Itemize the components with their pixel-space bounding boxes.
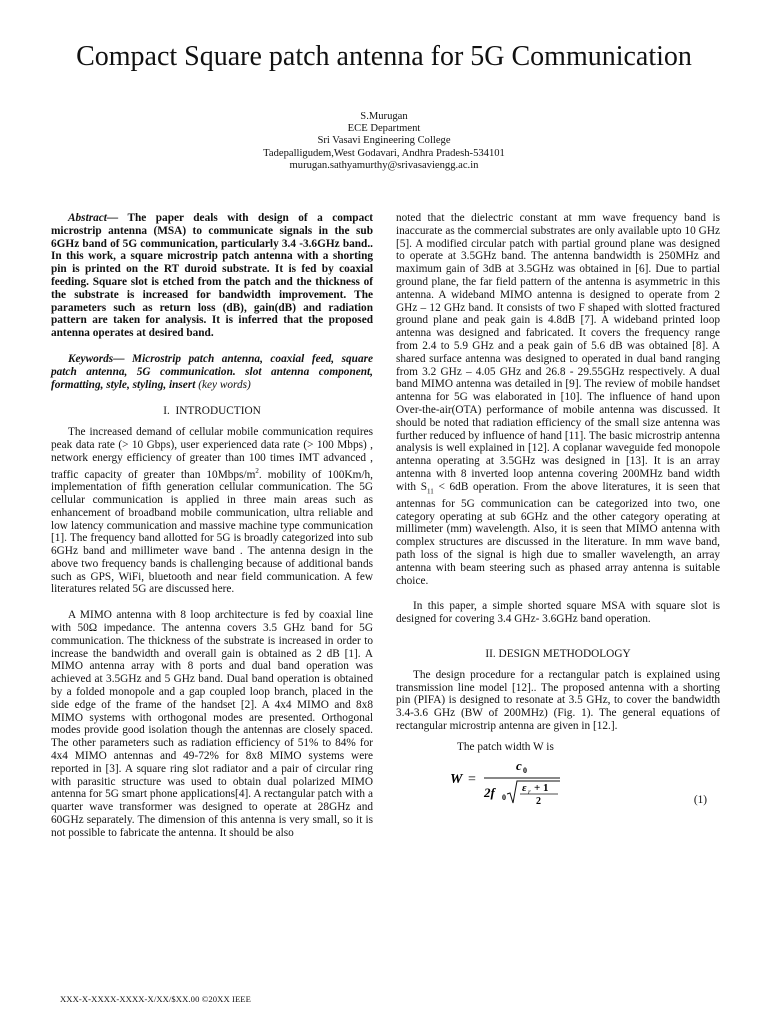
intro-p1-superscript: 2 — [255, 466, 259, 475]
right-p1-text-a: noted that the dielectric constant at mm wave frequency band is inaccurate as the commercial substrates are only available upto 10 GHz [5]. A modified circular patch with partial ground plane was designed to operate at 3.5GHz band. The antenna bandwidth is 250MHz and maximum gain of 3dB at 3.5GHz was obtained in [6]. Due to partial ground plane, the far field pattern of the antenna is asymmetric in this antenna. A wideband MIMO antenna is designed to operate from 2 GHz – 12 GHz band. It consists of two F shaped with slotted fractured ground plane and peak gain is 4.8dB [7]. A wideband printed loop antenna was designed and fabricated. It covers the frequency range from 2.4 to 5.9 GHz and a peak gain of 5.6 dB was obtained [8]. A shared surface antenna was designed to operated in dual band ranging from 3.2 GHz – 4.05 GHz and 26.8 - 29.55GHz respectively. A dual band MIMO antenna was detailed in [9]. The review of mobile handset antenna for 5G was elaborated in [10]. The influence of hand upon Over-the-air(OTA) performance of mobile antenna was discussed. It should be noted that radiation efficiency of the small size antenna was further reduced by influence of hand [11]. The basic microstrip antenna analysis is well explained in [12]. A coplanar waveguide fed monopole antenna operating at 3.5GHz was designed in [13]. It is an array antenna with 8 inverted loop antenna covering 200MHz band width with S — [396, 212, 720, 493]
abstract-label: Abstract— — [68, 212, 119, 224]
equation-1 — [396, 756, 720, 808]
right-paragraph-2: In this paper, a simple shorted square MSA with square slot is designed for covering 3.4 GHz- 3.6GHz band operation. — [396, 600, 720, 626]
right-p1-text-b: < 6dB operation. From the above literatures, it is seen that antennas for 5G communication can be categorized into two, one category operating at sub 6GHz and the other category operating at millimeter (mm) wavelength. Also, it is seen that MIMO antenna with complex structures are discussed in the literature. In mm wave band, path loss of the signal is high due to smaller wavelength, an array antenna with beam steering such as phased array antenna is suitable choice. — [396, 480, 720, 587]
section-title-rest: NTRODUCTION — [179, 405, 261, 418]
abstract-paragraph — [51, 212, 373, 340]
design-paragraph: The design procedure for a rectangular patch is explained using transmission line model [12].. The proposed antenna with a shorting pin (PIFA) is designed to resonate at 3.5 GHz, to cover the bandwidth 3.4-3.6 GHz (BW of 200MHz) (Fig. 1). The general equations of rectangular microstrip antenna are given in [12.]. — [396, 668, 720, 732]
copyright-footer: XXX-X-XXXX-XXXX-X/XX/$XX.00 ©20XX IEEE — [60, 994, 252, 1004]
section-title-first: I — [175, 405, 180, 418]
intro-paragraph-2: A MIMO antenna with 8 loop architecture is fed by coaxial line with 50Ω impedance. The antenna covers 3.5 GHz band for 5G communication. The thickness of the substrate is increased in order to increase the bandwidth and overall gain is obtained as 2 dB [1]. A MIMO antenna array with 8 ports and dual band operation was achieved at 3.5GHz and 5 GHz band. Dual band operation is obtained by a folded monopole and a gap coupled loop branch, placed in the side edge of the frame of the handset [2]. A 4x4 MIMO and 8x8 MIMO systems with orthogonal modes are presented. Orthogonal modes provide good isolation though the antennas are closely spaced. The other parameters such as radiation efficiency of 51% to 84% for 4x4 MIMO antennas and 49-72% for 8x8 MIMO systems were reported in [3]. A square ring slot radiator and a pair of circular ring with parasitic structure was used to obtain dual polarized MIMO antenna for 5G smart phone applications[4]. A rectangular patch with a quarter wave transformer was designed to operate at 28GHz and 60GHz separately. The dimension of this antenna is very small, so it is not possible to fabricate the antenna. It should be also — [51, 609, 373, 839]
author-college: Sri Vasavi Engineering College — [317, 135, 451, 147]
keywords-paragraph — [51, 353, 373, 391]
left-column — [51, 212, 373, 840]
eq-numerator: c — [516, 757, 522, 773]
eq-lhs: W — [450, 771, 463, 787]
eq-equals: = — [468, 771, 476, 787]
eq-epsilon: ε — [522, 781, 527, 794]
eq-numerator-sub: 0 — [523, 765, 527, 775]
equation-svg — [448, 756, 618, 808]
author-block — [0, 111, 768, 172]
right-column — [396, 212, 720, 808]
keywords-label: Keywords— — [68, 352, 125, 365]
eq-inner-denominator: 2 — [536, 795, 541, 807]
keywords-tail: (key words) — [198, 378, 251, 391]
section-heading-introduction — [51, 405, 373, 418]
intro-p1-text-a: The increased demand of cellular mobile communication requires peak data rate (> 10 Gbps), user experienced data rate (> 100 Mbps) , network energy efficiency of greater than 100 times IMT advanced , traffic capacity of greater than 10Mbps/m — [51, 426, 373, 481]
eq-epsilon-sub: r — [528, 787, 531, 796]
right-p1-subscript: 11 — [427, 486, 434, 495]
keywords-text: Microstrip patch antenna, coaxial feed, square patch antenna, 5G communication. slot antenna component, formatting, style, styling, insert — [51, 352, 373, 391]
author-email: murugan.sathyamurthy@srivasaviengg.ac.in — [289, 159, 479, 171]
formula-intro: The patch width W is — [457, 740, 554, 753]
section-heading-design: II. DESIGN METHODOLOGY — [485, 647, 631, 660]
right-paragraph-1 — [396, 212, 720, 587]
intro-paragraph-1 — [51, 426, 373, 596]
section-number: I. — [163, 405, 170, 418]
author-name: S.Murugan — [360, 111, 408, 122]
author-department: ECE Department — [347, 123, 421, 135]
eq-plus-one: + 1 — [534, 781, 549, 794]
paper-title: Compact Square patch antenna for 5G Communication — [76, 41, 692, 72]
intro-p1-text-b: . mobility of 100Km/h, implementation of fifth generation cellular communication. The 5G cellular communication is applied in three main areas such as enhancement of broadband mobile communication, ultra reliable and low latency communication and massive machine type communication [1]. The frequency band allotted for 5G is broadly categorized into sub 6GHz band and millimeter wave band . The antenna design in the above two frequency bands is challenging because of additional bands such as GPS, WiFi, bluetooth and near field communication. A few literatures related 5G are discussed here. — [51, 468, 373, 596]
eq-den-coef: 2f — [484, 784, 495, 800]
abstract-text: The paper deals with design of a compact microstrip antenna (MSA) to communicate signals in the sub 6GHz band of 5G communication, particularly 3.4 -3.6GHz band.. In this work, a square microstrip patch antenna with a shorting pin is printed on the RT duroid substrate. It is fed by coaxial feeding. Square slot is etched from the patch and the thickness of the substrate is increased for bandwidth improvement. The parameters such as return loss (dB), gain(dB) and radiation pattern are taken for analysis. It is inferred that the proposed antenna operates at desired band. — [51, 212, 373, 340]
eq-den-sub: 0 — [502, 792, 506, 802]
equation-number: (1) — [693, 793, 707, 806]
author-address: Tadepalligudem,West Godavari, Andhra Pradesh-534101 — [263, 147, 505, 159]
